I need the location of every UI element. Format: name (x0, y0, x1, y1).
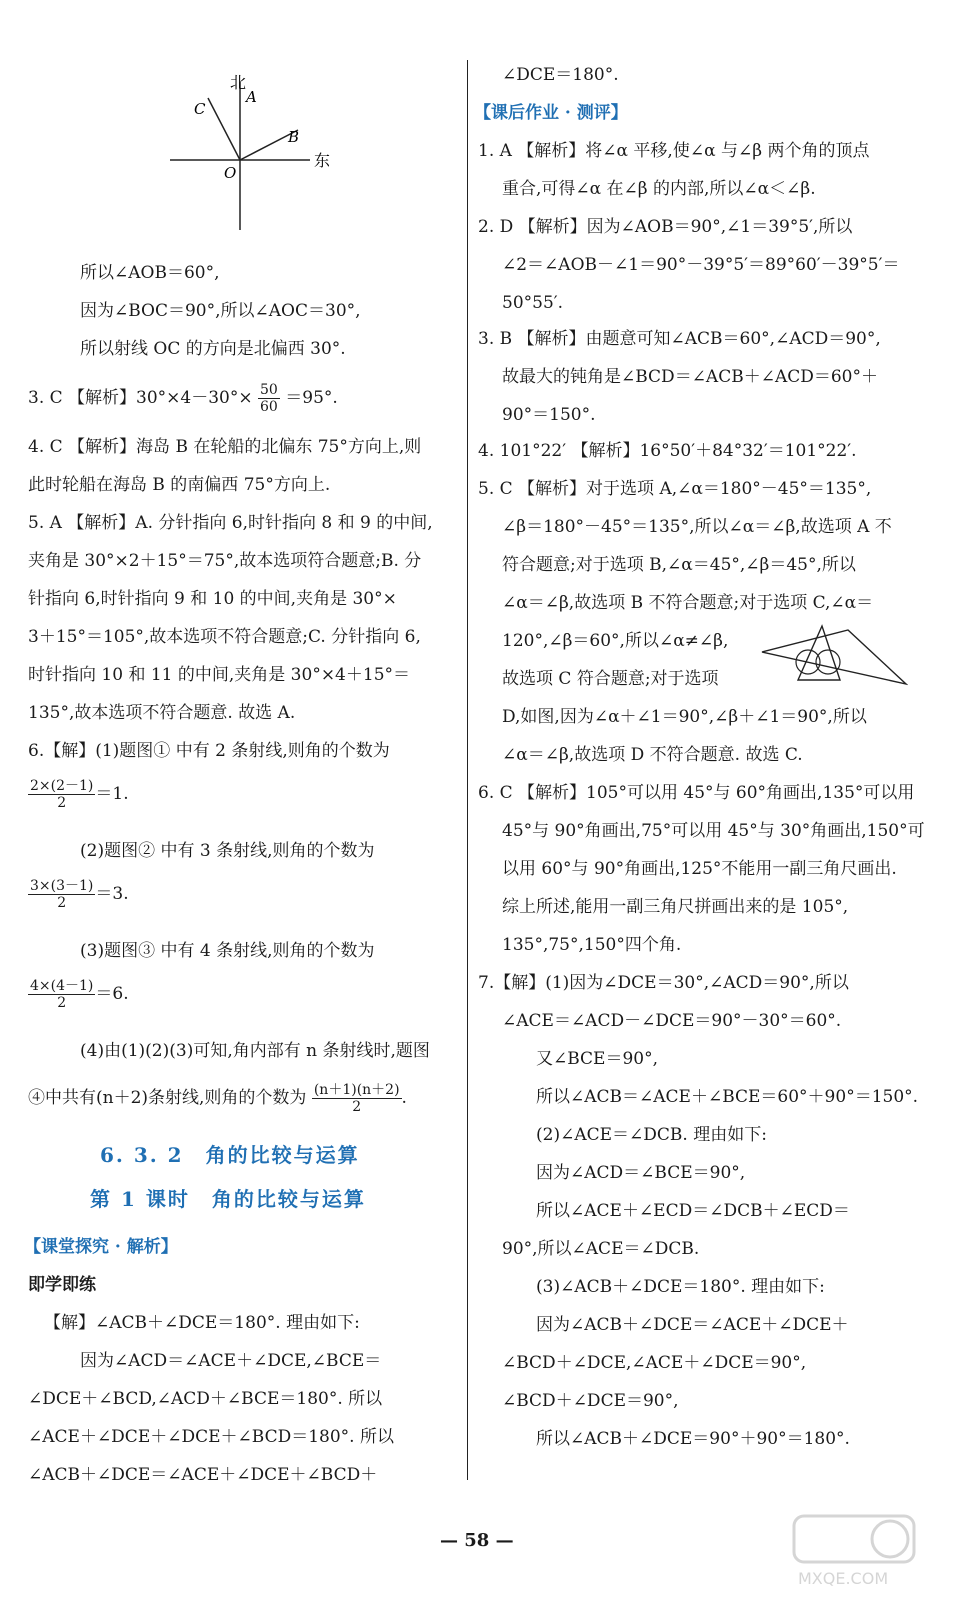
label-b: B (288, 128, 300, 146)
text-line: 90°,所以∠ACE＝∠DCB. (502, 1239, 700, 1259)
text-line: ∠β＝180°－45°＝135°,所以∠α＝∠β,故选项 A 不 (502, 517, 892, 537)
answer-3: 3. C 【解析】30°×4－30°× $\frac{50}{60}$ ＝95°. (28, 382, 338, 415)
compass-diagram (160, 62, 350, 237)
svg-text:MXQE.COM: MXQE.COM (798, 1569, 889, 1588)
subheading: 即学即练 (28, 1275, 96, 1295)
text-line: 时针指向 10 和 11 的中间,夹角是 30°×4＋15°＝ (28, 665, 411, 685)
answer-6: 6.【解】(1)题图① 中有 2 条射线,则角的个数为 (28, 741, 390, 761)
text-line: 又∠BCE＝90°, (536, 1049, 659, 1069)
text-line: 所以∠ACB＋∠DCE＝90°＋90°＝180°. (536, 1429, 850, 1449)
text-line: 综上所述,能用一副三角尺拼画出来的是 105°, (502, 897, 849, 917)
watermark-logo (790, 1510, 920, 1590)
fraction-line: $\frac{3\times(3-1)}{2}$ ＝3. (30, 878, 129, 911)
section-tag: 【课后作业 · 测评】 (474, 103, 628, 123)
text-line: 所以射线 OC 的方向是北偏西 30°. (80, 339, 346, 359)
text-line: (3)∠ACB＋∠DCE＝180°. 理由如下: (536, 1277, 825, 1297)
text-line: 135°,故本选项不符合题意. 故选 A. (28, 703, 296, 723)
text-line: 因为∠ACB＋∠DCE＝∠ACE＋∠DCE＋ (536, 1315, 849, 1335)
triangle-ruler-diagram (758, 622, 908, 692)
text-line: ∠BCD＋∠DCE＝90°, (502, 1391, 679, 1411)
text-line: 50°55′. (502, 293, 564, 313)
text-line: 所以∠ACB＝∠ACE＋∠BCE＝60°＋90°＝150°. (536, 1087, 919, 1107)
answer-3: 3. B 【解析】由题意可知∠ACB＝60°,∠ACD＝90°, (478, 329, 881, 349)
text-line: (2)题图② 中有 3 条射线,则角的个数为 (80, 841, 375, 861)
column-divider (467, 60, 468, 1480)
text-line: 90°＝150°. (502, 405, 596, 425)
north-label: 北 (230, 73, 247, 92)
answer-5: 5. C 【解析】对于选项 A,∠α＝180°－45°＝135°, (478, 479, 872, 499)
text-line: 135°,75°,150°四个角. (502, 935, 682, 955)
answer-1: 1. A 【解析】将∠α 平移,使∠α 与∠β 两个角的顶点 (478, 141, 870, 161)
text-line: ∠DCE＋∠BCD,∠ACD＋∠BCE＝180°. 所以 (28, 1389, 383, 1409)
text-line: 此时轮船在海岛 B 的南偏西 75°方向上. (28, 475, 331, 495)
answer-5: 5. A 【解析】A. 分针指向 6,时针指向 8 和 9 的中间, (28, 513, 433, 533)
text-line: 夹角是 30°×2＋15°＝75°,故本选项符合题意;B. 分 (28, 551, 422, 571)
text-line: 45°与 90°角画出,75°可以用 45°与 30°角画出,150°可 (502, 821, 925, 841)
text-line: (4)由(1)(2)(3)可知,角内部有 n 条射线时,题图 (80, 1041, 430, 1061)
fraction-line: $\frac{4\times(4-1)}{2}$ ＝6. (30, 978, 129, 1011)
text-line: D,如图,因为∠α＋∠1＝90°,∠β＋∠1＝90°,所以 (502, 707, 867, 727)
text-line: 因为∠BOC＝90°,所以∠AOC＝30°, (80, 301, 361, 321)
answer-2: 2. D 【解析】因为∠AOB＝90°,∠1＝39°5′,所以 (478, 217, 853, 237)
section-title: 6. 3. 2 角的比较与运算 (100, 1143, 360, 1167)
label-c: C (194, 100, 206, 118)
fraction-line: ④中共有(n＋2)条射线,则角的个数为 $\frac{(n+1)(n+2)}{2}$ . (28, 1082, 407, 1115)
text-line: (3)题图③ 中有 4 条射线,则角的个数为 (80, 941, 375, 961)
text-line: ∠DCE＝180°. (502, 65, 619, 85)
text-line: 所以∠ACE＋∠ECD＝∠DCB＋∠ECD＝ (536, 1201, 850, 1221)
text-line: ∠BCD＋∠DCE,∠ACE＋∠DCE＝90°, (502, 1353, 807, 1373)
text-line: 3＋15°＝105°,故本选项不符合题意;C. 分针指向 6, (28, 627, 421, 647)
lesson-title: 第 1 课时 角的比较与运算 (90, 1187, 366, 1211)
page-number: — 58 — (440, 1530, 514, 1551)
answer-6: 6. C 【解析】105°可以用 45°与 60°角画出,135°可以用 (478, 783, 915, 803)
answer-7: 7.【解】(1)因为∠DCE＝30°,∠ACD＝90°,所以 (478, 973, 849, 993)
east-label: 东 (314, 151, 331, 170)
text-line: ∠α＝∠β,故选项 D 不符合题意. 故选 C. (502, 745, 803, 765)
text-line: 所以∠AOB＝60°, (80, 263, 220, 283)
text-line: 以用 60°与 90°角画出,125°不能用一副三角尺画出. (502, 859, 897, 879)
text-line: 针指向 6,时针指向 9 和 10 的中间,夹角是 30°× (28, 589, 397, 609)
answer-4: 4. C 【解析】海岛 B 在轮船的北偏东 75°方向上,则 (28, 437, 422, 457)
text-line: 120°,∠β＝60°,所以∠α≠∠β, (502, 631, 729, 651)
text-line: ∠ACE＝∠ACD－∠DCE＝90°－30°＝60°. (502, 1011, 842, 1031)
label-a: A (246, 88, 257, 106)
text-line: ∠ACE＋∠DCE＋∠DCE＋∠BCD＝180°. 所以 (28, 1427, 394, 1447)
text-line: 重合,可得∠α 在∠β 的内部,所以∠α＜∠β. (502, 179, 816, 199)
text-line: ∠ACB＋∠DCE＝∠ACE＋∠DCE＋∠BCD＋ (28, 1465, 378, 1485)
text-line: 故选项 C 符合题意;对于选项 (502, 669, 719, 689)
text-line: 因为∠ACD＝∠BCE＝90°, (536, 1163, 746, 1183)
section-tag: 【课堂探究 · 解析】 (24, 1237, 178, 1257)
label-o: O (224, 164, 237, 182)
answer-4: 4. 101°22′ 【解析】16°50′＋84°32′＝101°22′. (478, 441, 857, 461)
text-line: 因为∠ACD＝∠ACE＋∠DCE,∠BCE＝ (80, 1351, 382, 1371)
text-line: ∠α＝∠β,故选项 B 不符合题意;对于选项 C,∠α＝ (502, 593, 874, 613)
text-line: 【解】∠ACB＋∠DCE＝180°. 理由如下: (44, 1313, 360, 1333)
text-line: ∠2＝∠AOB－∠1＝90°－39°5′＝89°60′－39°5′＝ (502, 255, 900, 275)
text-line: 故最大的钝角是∠BCD＝∠ACB＋∠ACD＝60°＋ (502, 367, 878, 387)
text-line: (2)∠ACE＝∠DCB. 理由如下: (536, 1125, 767, 1145)
fraction-line: $\frac{2\times(2-1)}{2}$ ＝1. (30, 778, 129, 811)
text-line: 符合题意;对于选项 B,∠α＝45°,∠β＝45°,所以 (502, 555, 856, 575)
